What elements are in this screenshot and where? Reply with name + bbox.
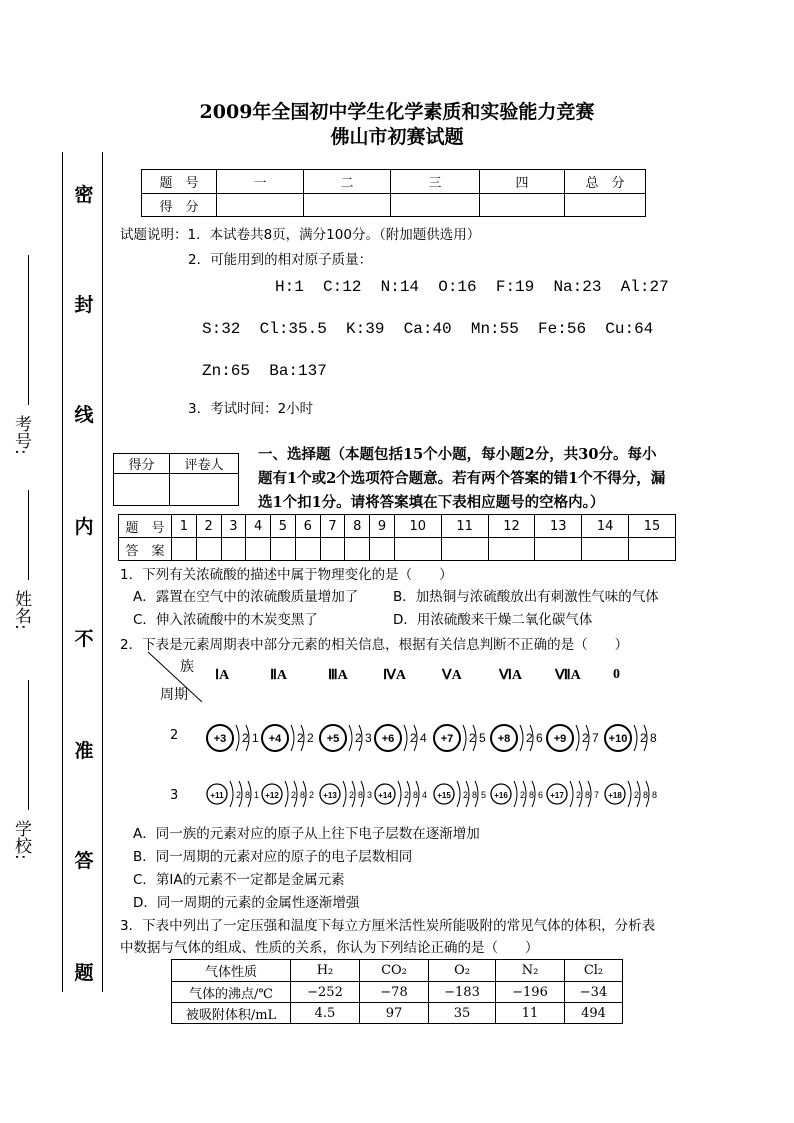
shell-electron-count: 8 [245, 790, 251, 800]
period-2-label: 2 [170, 728, 179, 743]
answer-input-cell[interactable] [394, 538, 441, 561]
q1-option-a[interactable]: A．露置在空气中的浓硫酸质量增加了 [133, 589, 359, 605]
electron-shell-arc [576, 725, 579, 751]
answer-number-cell: 11 [441, 515, 488, 538]
seal-char: 密 [74, 184, 94, 206]
section1-line3: 选1个扣1分。请将答案填在下表相应题号的空格内。） [258, 494, 605, 511]
shell-electron-count: 2 [291, 790, 297, 800]
xuexiao-blank[interactable] [28, 680, 29, 810]
q2-stem: 2．下表是元素周期表中部分元素的相关信息，根据有关信息判断不正确的是（ ） [120, 637, 629, 653]
shell-electron-count: 2 [520, 790, 526, 800]
page-subtitle: 佛山市初赛试题 [330, 126, 464, 148]
answer-number-cell: 2 [196, 515, 221, 538]
score-cell[interactable] [304, 194, 391, 217]
electron-shell-arc [343, 781, 346, 807]
instructions-line2: 2．可能用到的相对原子质量： [188, 252, 373, 268]
gas-table-cell: −34 [565, 982, 623, 1003]
nucleus-charge: +15 [437, 791, 451, 800]
gas-table-cell: −196 [496, 982, 565, 1003]
gas-table-header: H₂ [291, 960, 360, 982]
answer-number-cell: 3 [221, 515, 246, 538]
electron-shell-arc [520, 725, 523, 751]
answer-number-cell: 15 [629, 515, 676, 538]
score-header: 一 [217, 170, 304, 194]
electron-shell-arc [634, 725, 637, 751]
nucleus-charge: +3 [213, 733, 227, 745]
shell-electron-count: 1 [252, 731, 259, 745]
electron-shell-arc [463, 725, 466, 751]
answer-input-cell[interactable] [221, 538, 246, 561]
section1-line2: 题有1个或2个选项符合题意。若有两个答案的错1个不得分，漏 [258, 470, 666, 487]
shell-electron-count: 2 [582, 731, 589, 745]
atomic-masses-2: S:32 Cl:35.5 K:39 Ca:40 Mn:55 Fe:56 Cu:64 [202, 320, 654, 338]
period-3-label: 3 [170, 788, 179, 803]
instructions-line3: 3．考试时间：2小时 [188, 401, 314, 417]
shell-electron-count: 2 [463, 790, 469, 800]
gas-table-cell: 被吸附体积/mL [172, 1003, 291, 1024]
instructions-line1: 试题说明：1．本试卷共8页，满分100分。（附加题供选用） [120, 227, 481, 243]
shell-electron-count: 8 [643, 790, 649, 800]
shell-electron-count: 2 [236, 790, 242, 800]
shell-electron-count: 2 [355, 731, 362, 745]
answer-number-cell: 1 [172, 515, 197, 538]
q1-option-c[interactable]: C．伸入浓硫酸中的木炭变黑了 [133, 612, 318, 628]
answer-table [118, 514, 676, 561]
answer-input-cell[interactable] [441, 538, 488, 561]
nucleus-charge: +16 [494, 791, 508, 800]
seal-char: 内 [74, 516, 94, 538]
nucleus-charge: +9 [553, 733, 567, 745]
q2-option-b[interactable]: B．同一周期的元素对应的原子的电子层数相同 [133, 849, 413, 865]
electron-shell-arc [404, 725, 407, 751]
electron-shell-arc [514, 781, 517, 807]
answer-number-cell: 9 [370, 515, 395, 538]
answer-number-cell: 7 [320, 515, 345, 538]
q2-option-a[interactable]: A．同一族的元素对应的原子从上往下电子层数在逐渐增加 [133, 826, 480, 842]
section1-line1: 一、选择题（本题包括15个小题，每小题2分，共30分。每小 [258, 446, 657, 463]
q1-option-d[interactable]: D．用浓硫酸来干燥二氧化碳气体 [393, 612, 593, 628]
xuexiao-label: 学校: [11, 820, 31, 860]
answer-number-cell: 6 [295, 515, 320, 538]
answer-number-cell: 4 [246, 515, 271, 538]
seal-char: 准 [74, 740, 94, 762]
group-header: 0 [613, 667, 620, 682]
shell-electron-count: 8 [650, 731, 657, 745]
seal-char: 封 [74, 294, 94, 316]
group-header: ⅦA [555, 668, 581, 683]
shell-electron-count: 3 [365, 731, 372, 745]
grader-reviewer-cell[interactable] [170, 474, 239, 506]
electron-shell-arc [628, 781, 631, 807]
shell-electron-count: 8 [529, 790, 535, 800]
xingming-label: 姓名: [11, 590, 31, 630]
grader-score-cell[interactable] [114, 474, 170, 506]
gas-table-cell: −252 [291, 982, 360, 1003]
answer-input-cell[interactable] [320, 538, 345, 561]
atomic-masses-3: Zn:65 Ba:137 [202, 362, 327, 380]
answer-row-label: 题 号 [119, 515, 172, 538]
grader-score-label: 得分 [114, 454, 170, 474]
answer-input-cell[interactable] [488, 538, 535, 561]
seal-char: 线 [74, 404, 94, 426]
shell-electron-count: 2 [404, 790, 410, 800]
score-header: 二 [304, 170, 391, 194]
gas-table-cell: −78 [360, 982, 429, 1003]
nucleus-charge: +10 [608, 733, 628, 745]
shell-electron-count: 3 [367, 790, 373, 800]
gas-table-cell: 97 [360, 1003, 429, 1024]
shell-electron-count: 7 [594, 790, 600, 800]
answer-number-cell: 8 [345, 515, 370, 538]
shell-electron-count: 5 [481, 790, 487, 800]
group-header: ⅡA [270, 668, 288, 683]
shell-electron-count: 2 [307, 731, 314, 745]
gas-table-cell: 4.5 [291, 1003, 360, 1024]
shell-electron-count: 4 [422, 790, 428, 800]
atomic-masses-1: H:1 C:12 N:14 O:16 F:19 Na:23 Al:27 [275, 278, 669, 296]
shell-electron-count: 8 [472, 790, 478, 800]
q1-stem: 1．下列有关浓硫酸的描述中属于物理变化的是（ ） [120, 567, 453, 583]
binding-line-inner [102, 152, 103, 992]
grader-reviewer-label: 评卷人 [170, 454, 239, 474]
q1-option-b[interactable]: B．加热铜与浓硫酸放出有刺激性气味的气体 [393, 589, 659, 605]
answer-number-cell: 5 [271, 515, 296, 538]
shell-electron-count: 2 [410, 731, 417, 745]
answer-input-cell[interactable] [629, 538, 676, 561]
nucleus-charge: +14 [378, 791, 392, 800]
nucleus-charge: +4 [268, 733, 282, 745]
shell-electron-count: 8 [300, 790, 306, 800]
gas-table-header: Cl₂ [565, 960, 623, 982]
group-header: ⅤA [442, 668, 462, 683]
score-cell[interactable] [217, 194, 304, 217]
shell-electron-count: 2 [640, 731, 647, 745]
q3-stem-line1: 3．下表中列出了一定压强和温度下每立方厘米活性炭所能吸附的常见气体的体积，分析表 [120, 918, 656, 934]
nucleus-charge: +11 [210, 791, 224, 800]
electron-shell-arc [236, 725, 239, 751]
shell-electron-count: 2 [526, 731, 533, 745]
gas-table [171, 959, 623, 1024]
answer-input-cell[interactable] [196, 538, 221, 561]
shell-electron-count: 2 [469, 731, 476, 745]
electron-shell-arc [570, 781, 573, 807]
nucleus-charge: +8 [497, 733, 511, 745]
answer-input-cell[interactable] [172, 538, 197, 561]
answer-number-cell: 10 [394, 515, 441, 538]
score-cell[interactable] [480, 194, 565, 217]
kaohao-blank[interactable] [28, 255, 29, 405]
shell-electron-count: 6 [538, 790, 544, 800]
shell-electron-count: 1 [254, 790, 260, 800]
shell-electron-count: 7 [592, 731, 599, 745]
shell-electron-count: 2 [576, 790, 582, 800]
score-header: 四 [480, 170, 565, 194]
grader-box [113, 453, 239, 506]
section1-heading [258, 443, 665, 515]
binding-line-outer [62, 152, 63, 992]
atom-diagram [603, 720, 673, 756]
gas-table-cell: −183 [429, 982, 496, 1003]
shell-electron-count: 4 [420, 731, 427, 745]
q2-option-d[interactable]: D．同一周期的元素的金属性逐渐增强 [133, 895, 360, 911]
answer-number-cell: 13 [535, 515, 582, 538]
group-header: ⅠA [215, 668, 230, 683]
answer-number-cell: 12 [488, 515, 535, 538]
gas-table-header: O₂ [429, 960, 496, 982]
seal-char: 不 [74, 628, 94, 650]
shell-electron-count: 2 [309, 790, 315, 800]
corner-group-label: 族 [180, 659, 194, 675]
kaohao-label: 考号: [11, 415, 31, 455]
score-row-label: 得 分 [142, 194, 217, 217]
gas-table-header: N₂ [496, 960, 565, 982]
seal-char: 答 [74, 850, 94, 872]
nucleus-charge: +18 [608, 791, 622, 800]
answer-input-cell[interactable] [370, 538, 395, 561]
group-header: ⅣA [383, 668, 407, 683]
shell-electron-count: 2 [242, 731, 249, 745]
answer-number-cell: 14 [582, 515, 629, 538]
answer-input-cell[interactable] [295, 538, 320, 561]
shell-electron-count: 8 [413, 790, 419, 800]
shell-electron-count: 8 [358, 790, 364, 800]
score-table [141, 169, 646, 217]
nucleus-charge: +6 [381, 733, 395, 745]
shell-electron-count: 6 [536, 731, 543, 745]
electron-shell-arc [291, 725, 294, 751]
corner-period-label: 周期 [160, 687, 188, 703]
xingming-blank[interactable] [28, 490, 29, 580]
answer-input-cell[interactable] [271, 538, 296, 561]
answer-input-cell[interactable] [345, 538, 370, 561]
gas-table-cell: 11 [496, 1003, 565, 1024]
electron-shell-arc [457, 781, 460, 807]
answer-input-cell[interactable] [535, 538, 582, 561]
answer-input-cell[interactable] [582, 538, 629, 561]
answer-input-cell[interactable] [246, 538, 271, 561]
nucleus-charge: +12 [265, 791, 279, 800]
group-header: ⅥA [499, 668, 523, 683]
q3-stem-line2: 中数据与气体的组成、性质的关系，你认为下列结论正确的是（ ） [120, 940, 539, 956]
score-cell[interactable] [565, 194, 646, 217]
shell-electron-count: 2 [297, 731, 304, 745]
shell-electron-count: 8 [652, 790, 658, 800]
gas-table-header: CO₂ [360, 960, 429, 982]
answer-row-label: 答 案 [119, 538, 172, 561]
gas-table-cell: 35 [429, 1003, 496, 1024]
nucleus-charge: +17 [550, 791, 564, 800]
gas-table-header: 气体性质 [172, 960, 291, 982]
gas-table-cell: 494 [565, 1003, 623, 1024]
score-cell[interactable] [391, 194, 480, 217]
shell-electron-count: 8 [585, 790, 591, 800]
group-header: ⅢA [328, 668, 348, 683]
electron-shell-arc [230, 781, 233, 807]
shell-electron-count: 2 [634, 790, 640, 800]
score-header: 总 分 [565, 170, 646, 194]
q2-option-c[interactable]: C．第ⅠA的元素不一定都是金属元素 [133, 872, 345, 888]
nucleus-charge: +5 [326, 733, 340, 745]
page-title: 2009年全国初中学生化学素质和实验能力竞赛 [199, 101, 595, 123]
nucleus-charge: +7 [440, 733, 454, 745]
score-header: 题 号 [142, 170, 217, 194]
atom-diagram [603, 776, 673, 812]
electron-shell-arc [285, 781, 288, 807]
nucleus-charge: +13 [323, 791, 337, 800]
electron-shell-arc [349, 725, 352, 751]
score-header: 三 [391, 170, 480, 194]
electron-shell-arc [398, 781, 401, 807]
seal-char: 题 [74, 962, 94, 984]
shell-electron-count: 5 [479, 731, 486, 745]
gas-table-cell: 气体的沸点/℃ [172, 982, 291, 1003]
shell-electron-count: 2 [349, 790, 355, 800]
